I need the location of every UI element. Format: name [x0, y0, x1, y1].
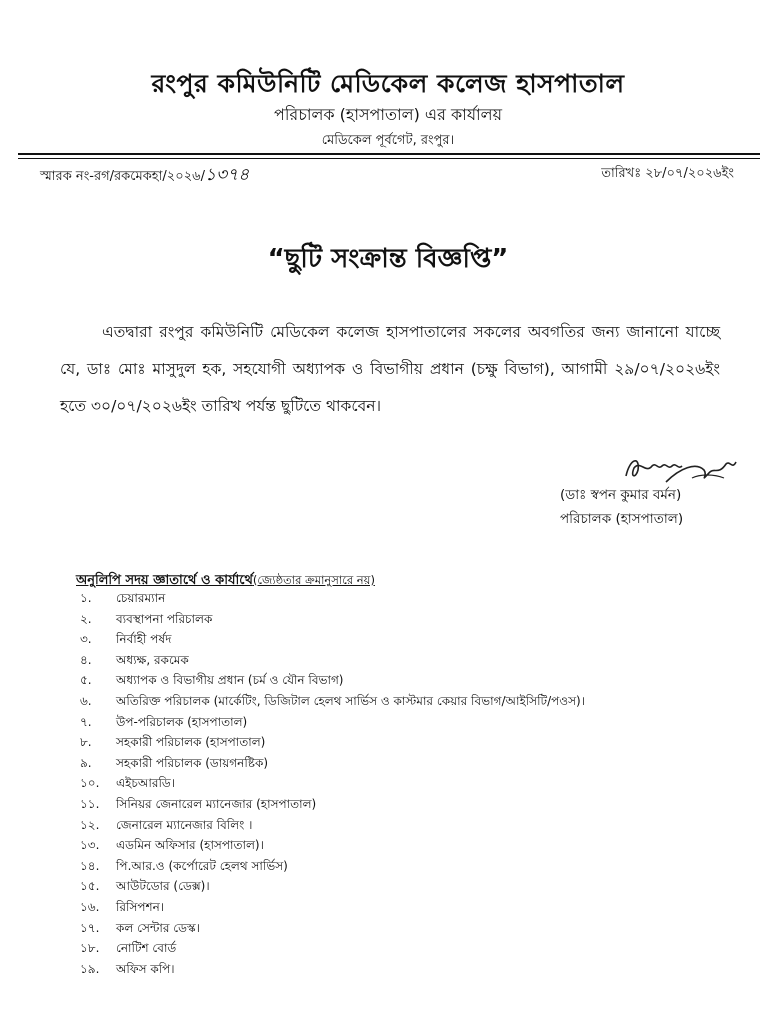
list-item: [80, 650, 585, 671]
notice-body: [60, 314, 720, 425]
signatory-title: পরিচালক (হাসপাতাল): [560, 511, 684, 527]
notice-title: “ছুটি সংক্রান্ত বিজ্ঞপ্তি”: [267, 244, 509, 274]
list-item-text: জেনারেল ম্যানেজার বিলিং ।: [116, 817, 253, 832]
list-item: [80, 959, 585, 980]
list-item-number: ১৩.: [80, 838, 100, 853]
list-item-number: ৩.: [80, 632, 92, 647]
list-item-number: ৮.: [80, 735, 92, 750]
header-rule-thin: [18, 158, 760, 159]
list-item: [80, 835, 585, 856]
list-item-text: ব্যবস্থাপনা পরিচালক: [116, 611, 213, 626]
header-rule-thick: [18, 153, 760, 155]
list-item: [80, 918, 585, 939]
list-item-text: কল সেন্টার ডেস্ক।: [116, 920, 200, 935]
signatory-name: (ডাঃ স্বপন কুমার বর্মন): [560, 487, 682, 503]
list-item-text: পি.আর.ও (কর্পোরেট হেলথ সার্ভিস): [116, 858, 288, 873]
list-item-text: সহকারী পরিচালক (হাসপাতাল): [116, 735, 266, 750]
organization-name: রংপুর কমিউনিটি মেডিকেল কলেজ হাসপাতাল: [151, 69, 625, 98]
list-item-text: আউটডোর (ডেক্স)।: [116, 879, 210, 894]
list-item-number: ৬.: [80, 693, 92, 708]
list-item: [80, 753, 585, 774]
list-item: [80, 629, 585, 650]
list-item-number: ২.: [80, 611, 92, 626]
list-item-text: নির্বাহী পর্ষদ: [116, 632, 172, 647]
list-item: [80, 691, 585, 712]
list-item: [80, 897, 585, 918]
memo-reference: [40, 162, 249, 190]
list-item: [80, 938, 585, 959]
memo-date: তারিখঃ ২৮/০৭/২০২৬ইং: [601, 166, 734, 181]
list-item-number: ৪.: [80, 652, 92, 667]
list-item: [80, 815, 585, 836]
list-item: [80, 794, 585, 815]
list-item-number: ১৭.: [80, 920, 100, 935]
memo-number: ১৩৭৪: [204, 165, 250, 185]
list-item: [80, 856, 585, 877]
list-item-number: ৫.: [80, 673, 92, 688]
list-item-number: ১০.: [80, 776, 100, 791]
copy-to-list: [80, 588, 585, 979]
copy-to-subheading: (জ্যেষ্ঠতার ক্রমানুসারে নয়): [252, 573, 375, 587]
list-item: [80, 732, 585, 753]
list-item-number: ১৯.: [80, 961, 100, 976]
list-item: [80, 876, 585, 897]
handwritten-signature: [596, 448, 746, 488]
list-item-text: অফিস কপি।: [116, 961, 175, 976]
list-item-number: ১৮.: [80, 941, 100, 956]
list-item-number: ১২.: [80, 817, 100, 832]
list-item-text: এডমিন অফিসার (হাসপাতাল)।: [116, 838, 264, 853]
copy-to-heading-text: অনুলিপি সদয় জ্ঞাতার্থে ও কার্যার্থে: [76, 573, 253, 588]
list-item-text: অধ্যক্ষ, রকমেক: [116, 652, 189, 667]
list-item-number: ১৫.: [80, 879, 100, 894]
list-item-number: ৯.: [80, 755, 92, 770]
memo-label: স্মারক নং-রগ/রকমেকহা/২০২৬/: [40, 169, 205, 184]
list-item-text: সহকারী পরিচালক (ডায়গনষ্টিক): [116, 755, 269, 770]
list-item: [80, 773, 585, 794]
list-item-text: অতিরিক্ত পরিচালক (মার্কেটিং, ডিজিটাল হেলথ সার্ভিস ও কাস্টমার কেয়ার বিভাগ/আইসিটি/পওস)।: [116, 693, 585, 708]
list-item-number: ১১.: [80, 796, 100, 811]
list-item-number: ১৬.: [80, 899, 100, 914]
list-item-text: উপ-পরিচালক (হাসপাতাল): [116, 714, 248, 729]
list-item-text: এইচআরডি।: [116, 776, 176, 791]
notice-body-text: এতদ্বারা রংপুর কমিউনিটি মেডিকেল কলেজ হাসপাতালের সকলের অবগতির জন্য জানানো যাচ্ছে যে, ডাঃ মোঃ মাসুদুল হক, সহযোগী অধ্যাপক ও বিভাগীয় প্রধান (চক্ষু বিভাগ), আগামী ২৯/০৭/২০২৬ইং হতে ৩০/০৭/২০২৬ইং তারিখ পর্যন্ত ছুটিতে থাকবেন।: [60, 323, 720, 415]
list-item-number: ৭.: [80, 714, 92, 729]
list-item-text: সিনিয়র জেনারেল ম্যানেজার (হাসপাতাল): [116, 796, 317, 811]
list-item: [80, 588, 585, 609]
list-item-number: ১৪.: [80, 858, 100, 873]
list-item-text: নোটিশ বোর্ড: [116, 941, 177, 956]
list-item: [80, 712, 585, 733]
list-item-number: ১.: [80, 591, 92, 605]
list-item-text: চেয়ারম্যান: [116, 591, 166, 605]
list-item-text: রিসিপশন।: [116, 899, 165, 914]
list-item: [80, 670, 585, 691]
office-address: মেডিকেল পূর্বগেট, রংপুর।: [321, 133, 455, 148]
list-item: [80, 609, 585, 630]
list-item-text: অধ্যাপক ও বিভাগীয় প্রধান (চর্ম ও যৌন বিভাগ): [116, 673, 344, 688]
office-name: পরিচালক (হাসপাতাল) এর কার্যালয়: [273, 105, 503, 124]
